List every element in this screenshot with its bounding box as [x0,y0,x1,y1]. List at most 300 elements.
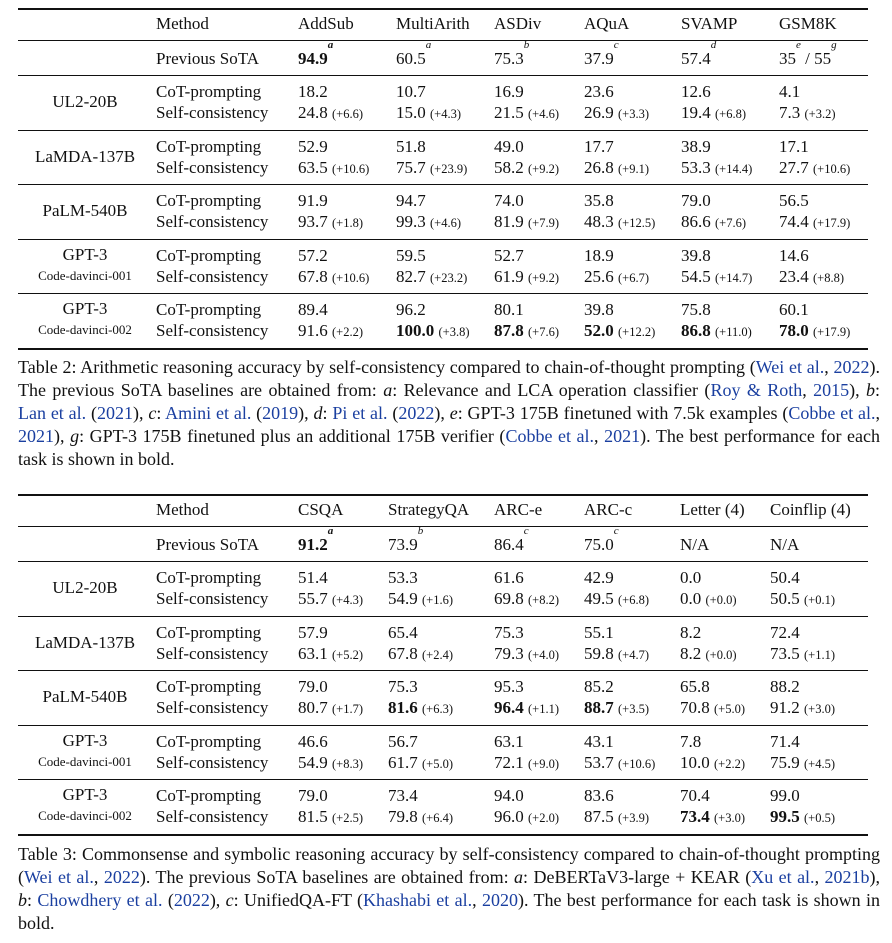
cot-value: 96.2 [396,300,426,319]
sota-ref: g [831,39,837,51]
sc-improvement: (+3.8) [438,325,470,339]
sc-improvement: (+4.6) [528,107,559,121]
sc-number: 86.8 [681,321,711,340]
sota-value [494,525,529,555]
sota-row [18,39,868,69]
method-label: CoT-prompting [156,677,262,696]
cot-row [18,245,868,266]
caption-text: : DeBERTaV3-large + KEAR ( [523,867,752,887]
sota-number: 35 [779,49,796,68]
sc-number: 25.6 [584,266,614,286]
method-label: CoT-prompting [156,300,262,319]
sc-value [494,211,559,234]
sc-number: 82.7 [396,266,426,286]
sc-value [680,643,737,666]
sc-value [388,806,453,829]
cot-value: 18.2 [298,82,328,101]
caption-text: ), [54,426,71,446]
sota-number: 86.4 [494,535,524,554]
citation-link[interactable]: Khashabi et al. [362,890,473,910]
sc-improvement: (+8.2) [528,593,559,607]
sc-number: 59.8 [584,643,614,663]
sota-value [680,534,709,555]
model-name: UL2-20B [52,92,118,111]
model-name: GPT-3 [62,730,108,750]
sota-value [388,525,424,555]
cot-row [18,622,868,643]
caption-variable: c [225,890,234,910]
caption-variable: b [18,890,27,910]
column-header: Method [156,500,209,519]
sc-improvement: (+17.9) [813,216,851,230]
caption-text: ). The previous SoTA baselines are obtained from: [18,357,880,400]
sc-improvement: (+10.6) [332,270,370,285]
sc-value [584,806,649,829]
sota-number: 73.9 [388,535,418,554]
header-rule [18,526,868,527]
model-variant: Code-davinci-001 [38,267,132,283]
column-header: ASDiv [494,14,542,33]
cot-row [18,785,868,806]
sota-ref: a [425,39,432,51]
model-name: GPT-3 [62,299,108,318]
sc-improvement: (+17.9) [813,325,851,339]
sota-value [298,39,334,69]
cot-value: 43.1 [584,731,614,751]
sc-improvement: (+1.7) [332,702,363,716]
cot-row [18,190,868,211]
sc-improvement: (+3.0) [714,811,745,825]
cot-row [18,81,868,102]
sc-number: 99.3 [396,212,426,231]
sota-value [681,39,717,69]
sc-improvement: (+10.6) [618,756,656,771]
sc-value [388,588,453,611]
citation-link[interactable]: Pi et al. [332,403,388,423]
sc-improvement: (+6.7) [618,270,649,285]
sc-value [396,157,467,180]
sc-value [779,266,844,289]
cot-value: 79.0 [298,786,328,805]
citation-link[interactable]: 2019 [262,403,299,423]
sc-number: 99.5 [770,807,800,826]
sc-improvement: (+4.3) [430,107,461,121]
sota-ref: d [710,39,717,51]
citation-link[interactable]: Amini et al. [165,403,252,423]
cot-value: 16.9 [494,82,524,101]
sc-improvement: (+23.2) [430,270,468,285]
sc-improvement: (+7.9) [528,216,559,230]
sc-number: 79.8 [388,807,418,826]
sc-number: 93.7 [298,212,328,231]
sota-ref: a [327,39,334,51]
cot-value: 18.9 [584,245,614,265]
model-name: PaLM-540B [42,687,128,706]
sc-value [584,266,649,289]
sc-number: 54.5 [681,266,711,286]
cot-value: 23.6 [584,82,614,101]
sc-improvement: (+9.2) [528,270,559,285]
citation-link[interactable]: Cobbe et al. [788,403,876,423]
sc-number: 55.7 [298,589,328,608]
sc-number: 53.3 [681,157,711,177]
sc-row [18,102,868,123]
sc-improvement: (+3.2) [804,107,836,121]
sc-value [494,157,559,180]
sota-ref: c [613,39,619,51]
sc-number: 69.8 [494,589,524,608]
caption-variable: e [449,403,458,423]
column-header: GSM8K [779,14,837,33]
sc-number: 96.4 [494,698,524,717]
sc-value [388,643,453,666]
cot-value: 7.8 [680,731,702,751]
sc-number: 78.0 [779,321,809,340]
sc-value [298,806,363,829]
sota-number: 75.3 [494,49,524,68]
sc-number: 49.5 [584,589,614,608]
table-top-rule [18,494,868,496]
model-name: PaLM-540B [42,201,128,220]
citation-link[interactable]: Wei et al. [24,867,94,887]
cot-value: 75.3 [494,622,524,642]
sc-number: 26.8 [584,157,614,177]
caption-text: ). The best performance for each task is shown in bold. [18,890,881,933]
sc-value [494,320,559,343]
caption-variable: a [514,867,524,887]
sc-value [298,320,363,343]
sc-number: 27.7 [779,157,809,177]
sc-improvement: (+5.2) [332,647,363,662]
caption-text: : UnifiedQA-FT ( [233,890,363,910]
method-label: Self-consistency [156,589,269,608]
sc-improvement: (+1.1) [804,647,835,662]
method-label: Self-consistency [156,698,269,717]
citation-link[interactable]: 2020 [481,890,518,910]
cot-value: 51.8 [396,136,426,156]
group-rule [18,725,868,726]
citation-link[interactable]: 2022 [398,403,435,423]
sc-row [18,211,868,232]
sc-number: 26.9 [584,103,614,122]
sc-row [18,588,868,609]
method-label: Self-consistency [156,321,269,340]
sota-rule [18,75,868,76]
sc-improvement: (+14.4) [715,161,753,176]
sota-value [298,525,334,555]
sc-improvement: (+5.0) [714,702,745,716]
sc-improvement: (+2.2) [332,325,363,339]
header-row [18,499,868,520]
column-header: MultiArith [396,14,470,33]
table-3-caption [18,843,880,935]
sc-number: 88.7 [584,698,614,717]
sc-value [494,588,559,611]
cot-value: 56.5 [779,191,809,210]
table-bottom-rule [18,348,868,350]
sota-ref: b [523,39,530,51]
sc-value [298,588,363,611]
cot-value: 12.6 [681,82,711,101]
cot-value: 65.4 [388,622,418,642]
sota-ref: c [523,525,529,537]
sc-number: 67.8 [298,266,328,286]
sc-number: 50.5 [770,589,800,608]
sc-improvement: (+4.7) [618,647,649,662]
sc-value [584,752,655,775]
group-rule [18,130,868,131]
sota-number: N/A [770,535,800,554]
sc-value [494,266,559,289]
sc-improvement: (+1.1) [528,702,559,716]
sc-number: 86.6 [681,212,711,231]
sota-number: N/A [680,535,710,554]
method-label: Self-consistency [156,807,269,826]
sc-value [388,697,453,720]
sc-improvement: (+9.2) [528,161,559,176]
sc-value [396,102,461,125]
cot-row [18,731,868,752]
sc-improvement: (+4.5) [804,756,835,771]
citation-link[interactable]: 2021 [18,426,54,446]
sc-number: 75.9 [770,752,800,772]
header-rule [18,40,868,41]
citation-link[interactable]: Chowdhery et al. [37,890,163,910]
sc-value [770,643,835,666]
caption-text: : [322,403,333,423]
sc-value [770,806,835,829]
sc-value [584,588,649,611]
cot-value: 49.0 [494,136,524,156]
sc-improvement: (+2.5) [332,811,363,825]
sc-improvement: (+0.0) [705,647,737,662]
caption-variable: d [313,403,323,423]
caption-text: ( [86,403,97,423]
sc-improvement: (+2.4) [422,647,453,662]
citation-link[interactable]: 2022 [173,890,210,910]
sota-ref: b [417,525,424,537]
sc-value [584,157,649,180]
citation-link[interactable]: 2015 [813,380,850,400]
caption-variable: c [148,403,157,423]
column-header: AQuA [584,14,630,33]
sc-number: 74.4 [779,212,809,231]
sota-number: 91.2 [298,535,328,554]
cot-row [18,567,868,588]
sc-number: 8.2 [680,643,702,663]
sota-value [584,525,619,555]
sc-value [494,643,559,666]
sc-number: 61.7 [388,752,418,772]
cot-value: 80.1 [494,300,524,319]
cot-value: 38.9 [681,136,711,156]
sc-value [681,211,746,234]
method-label: CoT-prompting [156,786,262,805]
cot-value: 88.2 [770,677,800,696]
citation-link[interactable]: 2022 [833,357,870,377]
sc-value [298,697,363,720]
sc-improvement: (+11.0) [715,325,752,339]
sc-number: 87.8 [494,321,524,340]
sc-number: 73.5 [770,643,800,663]
caption-text: Table 2: Arithmetic reasoning accuracy by self-consistency compared to chain-of-thought prompting ( [18,357,756,377]
caption-text: ), [298,403,314,423]
cot-value: 95.3 [494,677,524,696]
cot-value: 57.2 [298,245,328,265]
cot-value: 55.1 [584,622,614,642]
sc-number: 10.0 [680,752,710,772]
sc-value [298,102,363,125]
sc-value [770,752,835,775]
sc-value [681,102,746,125]
method-label: CoT-prompting [156,191,262,210]
group-rule [18,616,868,617]
sota-number: 94.9 [298,49,328,68]
method-label: CoT-prompting [156,731,262,751]
caption-text: : Relevance and LCA operation classifier ( [392,380,711,400]
model-name: LaMDA-137B [34,632,136,652]
sc-number: 73.4 [680,807,710,826]
sc-improvement: (+6.8) [618,593,649,607]
sc-improvement: (+6.6) [332,107,363,121]
sc-value [779,320,850,343]
caption-variable: b [866,380,876,400]
sc-improvement: (+9.0) [528,756,559,771]
citation-link[interactable]: Roy & Roth [710,380,803,400]
sc-improvement: (+2.0) [528,811,559,825]
column-header: SVAMP [681,14,738,33]
group-rule [18,184,868,185]
citation-link[interactable]: 2021 [96,403,133,423]
caption-text: ), [434,403,450,423]
sc-number: 91.6 [298,321,328,340]
sc-number: 0.0 [680,589,702,608]
sc-value [298,211,363,234]
sc-improvement: (+23.9) [430,161,468,176]
cot-value: 51.4 [298,568,328,587]
cot-value: 85.2 [584,677,614,696]
sc-value [681,266,752,289]
sota-number: 37.9 [584,49,614,68]
caption-text: : [875,380,881,400]
sc-improvement: (+4.6) [430,216,461,230]
sc-value [584,697,649,720]
citation-link[interactable]: 2021 [604,426,641,446]
sc-number: 81.5 [298,807,328,826]
sc-number: 75.7 [396,157,426,177]
citation-link[interactable]: Cobbe et al. [505,426,595,446]
header-row [18,13,868,34]
caption-text: , [93,867,104,887]
method-label: CoT-prompting [156,568,262,587]
cot-value: 70.4 [680,786,710,805]
sc-number: 23.4 [779,266,809,286]
sc-number: 48.3 [584,212,614,231]
caption-text: ( [387,403,399,423]
caption-text: : [27,890,38,910]
cot-row [18,676,868,697]
sota-label: Previous SoTA [156,49,260,68]
group-rule [18,239,868,240]
sc-improvement: (+7.6) [715,216,746,230]
cot-value: 94.0 [494,786,524,805]
cot-value: 50.4 [770,568,800,587]
citation-link[interactable]: 2021b [824,867,870,887]
sota-rule [18,561,868,562]
method-label: CoT-prompting [156,245,262,265]
sc-number: 19.4 [681,103,711,122]
cot-value: 52.9 [298,136,328,156]
method-label: CoT-prompting [156,136,262,156]
sota-value [770,534,799,555]
model-name: LaMDA-137B [34,146,136,166]
sc-value [584,102,649,125]
sota-value [584,39,619,69]
sc-value [298,643,363,666]
sc-improvement: (+4.0) [528,647,559,662]
model-name: GPT-3 [62,244,108,264]
column-header: AddSub [298,14,354,33]
method-label: Self-consistency [156,752,269,772]
sc-row [18,157,868,178]
sc-value [298,752,363,775]
citation-link[interactable]: Wei et al. [755,357,825,377]
cot-value: 79.0 [681,191,711,210]
citation-link[interactable]: 2022 [103,867,140,887]
sc-value [298,157,369,180]
sota-label: Previous SoTA [156,535,260,554]
sc-improvement: (+7.6) [528,325,559,339]
sc-improvement: (+8.8) [813,270,844,285]
caption-text: ). The best performance for each task is shown in bold. [18,426,880,469]
sota-ref: a [327,525,334,537]
sc-value [584,320,655,343]
citation-link[interactable]: Xu et al. [751,867,815,887]
sc-row [18,643,868,664]
column-header: Coinflip (4) [770,500,851,519]
method-label: Self-consistency [156,212,269,231]
cot-value: 57.9 [298,622,328,642]
sc-number: 7.3 [779,103,801,122]
cot-value: 59.5 [396,245,426,265]
column-header: CSQA [298,500,344,519]
cot-value: 0.0 [680,568,702,587]
sc-number: 24.8 [298,103,328,122]
sc-number: 81.6 [388,698,418,717]
sc-value [680,697,745,720]
sc-improvement: (+0.1) [804,593,835,607]
sota-ref: c [613,525,619,537]
method-label: Self-consistency [156,266,269,286]
sc-value [779,157,850,180]
cot-value: 17.1 [779,136,809,156]
model-variant: Code-davinci-001 [38,753,132,769]
sc-value [396,266,467,289]
sc-value [770,588,835,611]
sc-number: 72.1 [494,752,524,772]
citation-link[interactable]: Lan et al. [18,403,87,423]
cot-value: 56.7 [388,731,418,751]
cot-value: 61.6 [494,568,524,587]
sc-improvement: (+6.8) [715,107,746,121]
sc-value [396,320,470,343]
model-variant: Code-davinci-002 [38,808,132,823]
sc-value [779,211,850,234]
column-header: StrategyQA [388,500,470,519]
column-header: Method [156,14,209,33]
column-header: Letter (4) [680,500,745,519]
method-label: Self-consistency [156,103,269,122]
